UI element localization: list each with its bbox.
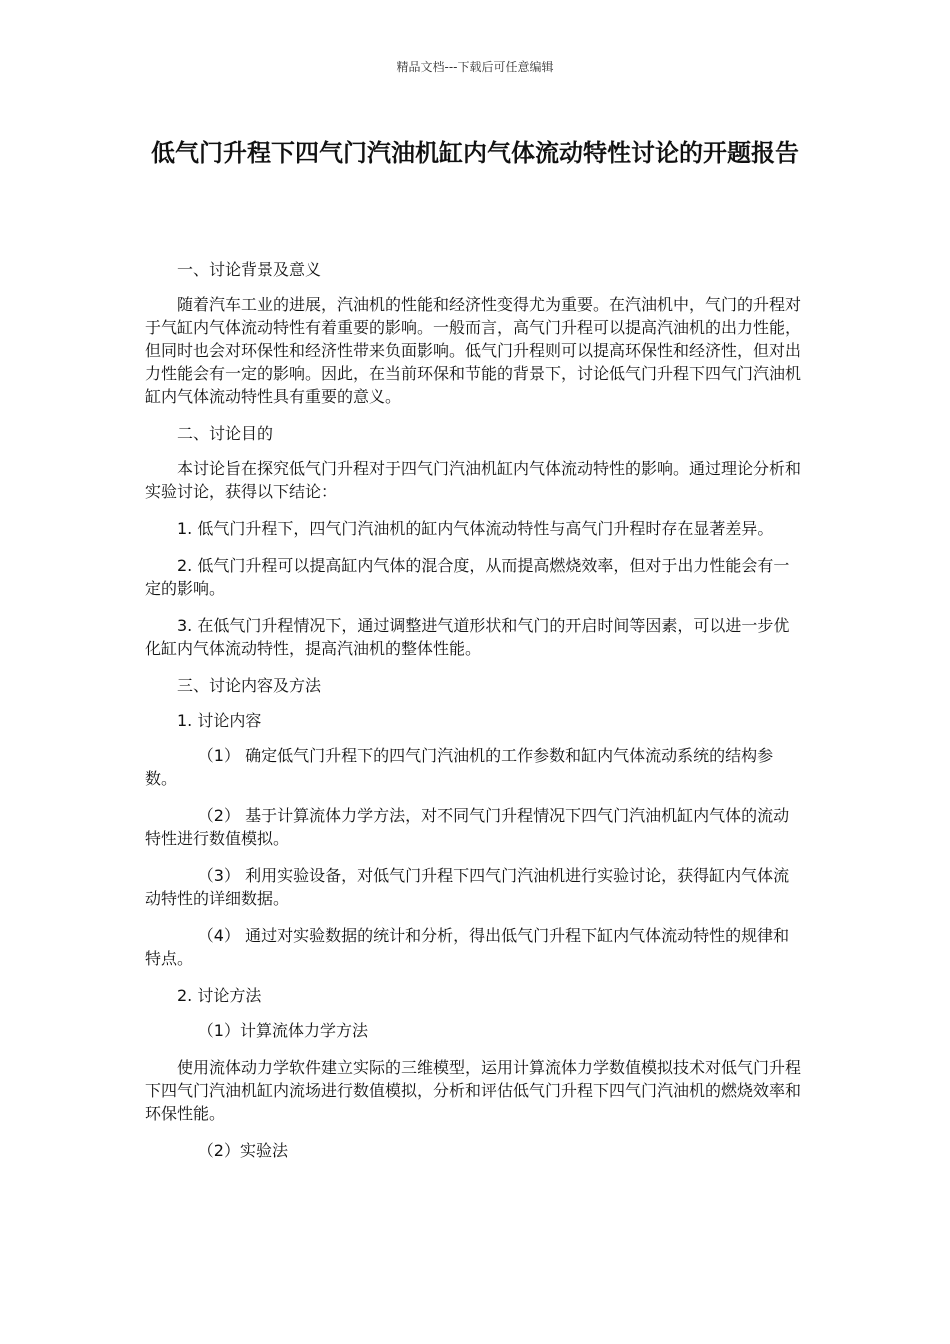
content-item-3: （3） 利用实验设备，对低气门升程下四气门汽油机进行实验讨论，获得缸内气体流动特性的详细数据。 — [145, 866, 790, 908]
content-item-2: （2） 基于计算流体力学方法，对不同气门升程情况下四气门汽油机缸内气体的流动特性进行数值模拟。 — [145, 806, 790, 848]
subheading-content: 1. 讨论内容 — [177, 711, 262, 730]
document-title: 低气门升程下四气门汽油机缸内气体流动特性讨论的开题报告 — [151, 139, 799, 167]
page-header-watermark: 精品文档---下载后可任意编辑 — [396, 60, 554, 74]
paragraph-background: 随着汽车工业的进展，汽油机的性能和经济性变得尤为重要。在汽油机中，气门的升程对于气缸内气体流动特性有着重要的影响。一般而言，高气门升程可以提高汽油机的出力性能，但同时也会对环保性和经济性带来负面影响。低气门升程则可以提高环保性和经济性，但对出力性能会有一定的影响。因此，在当前环保和节能的背景下，讨论低气门升程下四气门汽油机缸内气体流动特性具有重要的意义。 — [145, 295, 802, 406]
method-heading-cfd: （1）计算流体力学方法 — [197, 1021, 368, 1040]
subheading-methods: 2. 讨论方法 — [177, 986, 262, 1005]
paragraph-purpose: 本讨论旨在探究低气门升程对于四气门汽油机缸内气体流动特性的影响。通过理论分析和实验讨论，获得以下结论： — [145, 459, 802, 501]
section-heading-purpose: 二、讨论目的 — [177, 424, 274, 443]
method-paragraph-cfd: 使用流体动力学软件建立实际的三维模型，运用计算流体力学数值模拟技术对低气门升程下四气门汽油机缸内流场进行数值模拟，分析和评估低气门升程下四气门汽油机的燃烧效率和环保性能。 — [145, 1058, 802, 1123]
conclusion-item-2: 2. 低气门升程可以提高缸内气体的混合度，从而提高燃烧效率，但对于出力性能会有一定的影响。 — [145, 556, 790, 598]
section-heading-content-methods: 三、讨论内容及方法 — [177, 676, 322, 695]
content-item-1: （1） 确定低气门升程下的四气门汽油机的工作参数和缸内气体流动系统的结构参数。 — [145, 746, 774, 788]
content-item-4: （4） 通过对实验数据的统计和分析，得出低气门升程下缸内气体流动特性的规律和特点。 — [145, 926, 790, 968]
method-heading-experiment: （2）实验法 — [197, 1141, 288, 1160]
conclusion-item-1: 1. 低气门升程下，四气门汽油机的缸内气体流动特性与高气门升程时存在显著差异。 — [177, 519, 774, 538]
document-body — [145, 258, 805, 1176]
section-heading-background: 一、讨论背景及意义 — [177, 260, 322, 279]
conclusion-item-3: 3. 在低气门升程情况下，通过调整进气道形状和气门的开启时间等因素，可以进一步优化缸内气体流动特性，提高汽油机的整体性能。 — [145, 616, 790, 658]
